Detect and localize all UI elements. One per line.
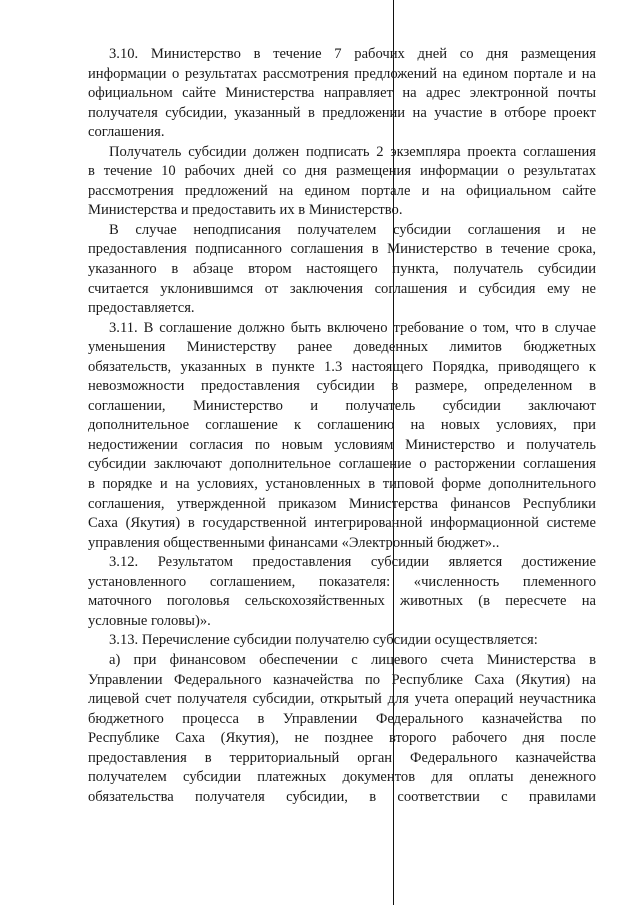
- text-line: лицевой счет получателя субсидии, открытый для учета операций неучастника: [88, 691, 596, 708]
- text-line: официальном сайте Министерства направляет на адрес электронной почты: [88, 85, 596, 102]
- text-line: указанного в абзаце втором настоящего пункта, получатель субсидии: [88, 261, 596, 278]
- text-line: маточного поголовья сельскохозяйственных животных (в пересчете на: [88, 593, 596, 610]
- text-line: Министерства и предоставить их в Министерство.: [88, 202, 403, 219]
- text-line: в порядке и на условиях, установленных в типовой форме дополнительного: [88, 476, 596, 493]
- text-line: Управлении Федерального казначейства по Республике Саха (Якутия) на: [88, 671, 596, 688]
- text-line: соглашения, утвержденной приказом Министерства финансов Республики: [88, 495, 596, 512]
- text-line: а) при финансовом обеспечении с лицевого счета Министерства в: [109, 651, 596, 668]
- text-line: соглашения.: [88, 124, 165, 141]
- text-line: Саха (Якутия) в государственной интегрированной информационной системе: [88, 515, 596, 532]
- text-line: недостижении согласия по новым условиям Министерство и получатель: [88, 436, 596, 453]
- text-line: 3.11. В соглашение должно быть включено требование о том, что в случае: [109, 319, 596, 336]
- text-line: предоставления в территориальный орган Федерального казначейства: [88, 749, 596, 766]
- text-line: предоставляется.: [88, 300, 195, 317]
- text-line: невозможности предоставления субсидии в размере, определенном в: [88, 378, 596, 395]
- text-line: предоставления подписанного соглашения в Министерство в течение срока,: [88, 241, 596, 258]
- text-line: Республике Саха (Якутия), не позднее второго рабочего дня после: [88, 730, 596, 747]
- text-line: информации о результатах рассмотрения предложений на едином портале и на: [88, 65, 596, 82]
- text-line: обязательств, указанных в пункте 1.3 настоящего Порядка, приводящего к: [88, 358, 596, 375]
- text-line: 3.13. Перечисление субсидии получателю субсидии осуществляется:: [109, 632, 538, 649]
- text-line: условные головы)».: [88, 612, 211, 629]
- text-line: субсидии заключают дополнительное соглашение о расторжении соглашения: [88, 456, 596, 473]
- text-line: считается уклонившимся от заключения соглашения и субсидия ему не: [88, 280, 596, 297]
- text-line: получателя субсидии, указанный в предложении на участие в отборе проект: [88, 104, 596, 121]
- text-line: В случае неподписания получателем субсидии соглашения и не: [109, 221, 596, 238]
- text-line: соглашении, Министерство и получатель субсидии заключают: [88, 397, 596, 414]
- text-line: 3.12. Результатом предоставления субсидии является достижение: [109, 554, 596, 571]
- text-line: в течение 10 рабочих дней со дня размещения информации о результатах: [88, 163, 596, 180]
- text-line: получателем субсидии платежных документов для оплаты денежного: [88, 769, 596, 786]
- text-line: дополнительное соглашение к соглашению на новых условиях, при: [88, 417, 596, 434]
- text-line: Получатель субсидии должен подписать 2 экземпляра проекта соглашения: [109, 143, 596, 160]
- text-line: уменьшения Министерству ранее доведенных лимитов бюджетных: [88, 339, 596, 356]
- text-line: бюджетного процесса в Управлении Федерального казначейства по: [88, 710, 596, 727]
- text-line: обязательства получателя субсидии, в соответствии с правилами: [88, 788, 596, 805]
- document-body: [88, 45, 596, 807]
- text-line: установленного соглашением, показателя: «численность племенного: [88, 573, 596, 590]
- text-line: рассмотрения предложений на едином портале и на официальном сайте: [88, 182, 596, 199]
- text-line: управления общественными финансами «Электронный бюджет»..: [88, 534, 500, 551]
- text-line: 3.10. Министерство в течение 7 рабочих дней со дня размещения: [109, 46, 596, 62]
